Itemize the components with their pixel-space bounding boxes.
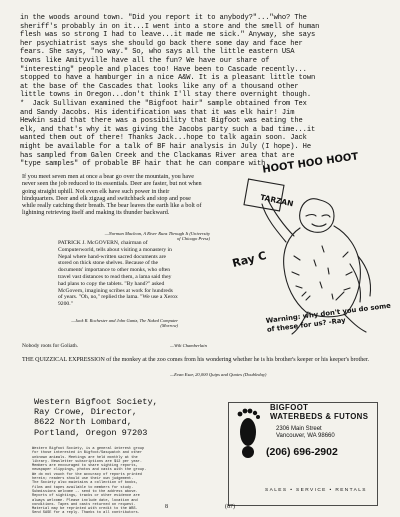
ad-services: SALES • SERVICE • RENTALS: [265, 488, 367, 493]
footprint-icon: [238, 409, 260, 458]
article-paragraph: in the woods around town. "Did you report it to anybody?"..."who? The sheriff's probably in on it...I went into a store and the smell of human flesh was so strong I had to leave...it made me sick." Anyway, she says her psychiatrist says she should go back there some day and face her fears. She says, "no way." So, who says all the little eastern USA towns like Amityville have all the fun? We have our share of "interesting" people and places too! Have been to Cascade recently... stopped to have a hamburger in a nice A&W. It is a pleasant little town at the base of the Cascades that looks like any of a thousand other little towns in Oregon...don't think I'll stay there overnight though. * Jack Sullivan examined the "Bigfoot hair" sample obtained from Tex and Sandy Jacobs. His identification was that it was elk hair! Jim Hewkin said that there was a possibility that Bigfoot was eating the elk, and that's why it was giving the Jacobs party such a bad time...it wanted them out of there! Thanks Jack...hope to talk again soon. Jack might be available for a talk of BF hair analysis in July (I hope). He has sampled from Galen Creek and the Clackamas River area that are "type samples" of probable BF hair that he can compare with.: [20, 14, 320, 169]
bear-quote-citation: —Norman Maclean, A River Runs Through It (University of Chicago Press): [104, 231, 210, 241]
address-line: Ray Crowe, Director,: [34, 407, 138, 418]
bear-quote: If you meet seven men at once a bear go over the mountain, you have never seen the job reduced to its essentials. Deer are faster, but not when going straight uphill. Not even elk have such power in their hindquarters. Deer and elk zigzag and switchback and stop and pose while really catching their breath. The bear leaves the earth like a bolt of lightning retrieving itself and making its thunder backward.: [22, 173, 202, 217]
hoot-handwriting: HOOT HOO HOOT: [261, 151, 360, 176]
address-line: Portland, Oregon 97203: [34, 427, 148, 438]
address-line: 8622 North Lombard,: [34, 417, 132, 428]
fine-print: Western Bigfoot Society, is a general interest group for those interested in Bigfoot/Sasquatch and other unknown animals. Meetings are held monthly at the library. Newsletter subscriptions are $12 per year. Members are encouraged to share sighting reports, newspaper clippings, photos and casts with the group. We do not vouch for the accuracy of reports printed herein; readers should use their own judgement. The Society also maintains a collection of books, films and tapes available to members for study. Submissions welcome -- send to the address above. Reports of sightings, tracks or other evidence are always welcome. Please include date, location and conditions. Tapes and casts returned on request. Material may be reprinted with credit to the WBS. Send SASE for a reply. Thanks to all contributors.: [32, 447, 147, 516]
page-number: [0, 504, 400, 510]
signature: Ray C: [230, 249, 268, 270]
ad-phone: (206) 696-2902: [266, 446, 338, 458]
ad-business-name: [270, 404, 368, 421]
mcgovern-citation: —Jack R. Rochester and John Gantz, The Naked Computer (Morrow): [71, 318, 178, 329]
ad-address: [276, 426, 335, 440]
address-line: Western Bigfoot Society,: [34, 397, 158, 407]
quizzical-citation: —Evan Esar, 20,000 Quips and Quotes (Doubleday): [170, 372, 267, 377]
issue-number: (87): [225, 504, 235, 510]
ad-city: Vancouver, WA 98660: [276, 433, 335, 440]
mailing-address: [34, 397, 158, 438]
ad-name-line1: BIGFOOT: [270, 403, 309, 412]
ad-name-line2: WATERBEDS & FUTONS: [270, 411, 369, 421]
goliath-quote: Nobody roots for Goliath.: [22, 343, 78, 349]
mcgovern-anecdote: PATRICK J. McGOVERN, chairman of Computerworld, tells about visiting a monastery in Nepal where hand-written sacred documents are stored on thick stone shelves. Because of the documents' importance to other monks, who often travel vast distances to read them, a lama said they had plans to copy the tablets. "By hand?" asked McGovern, imagining scribes at work for hundreds of years. "Oh, no," replied the lama. "We use a Xerox 9200.": [58, 240, 178, 308]
sign-text: TARZAN: [259, 192, 295, 209]
page-number-value: 8: [165, 504, 168, 510]
goliath-citation: —Wilt Chamberlain: [170, 343, 207, 348]
quizzical-quote: THE QUIZZICAL EXPRESSION of the monkey at the zoo comes from his wondering whether he is his brother's keeper or his keeper's brother.: [22, 357, 370, 363]
ad-street: 2306 Main Street: [276, 426, 322, 432]
handwritten-note: Warning: why don't you do some of these for us? -Ray: [265, 301, 392, 334]
